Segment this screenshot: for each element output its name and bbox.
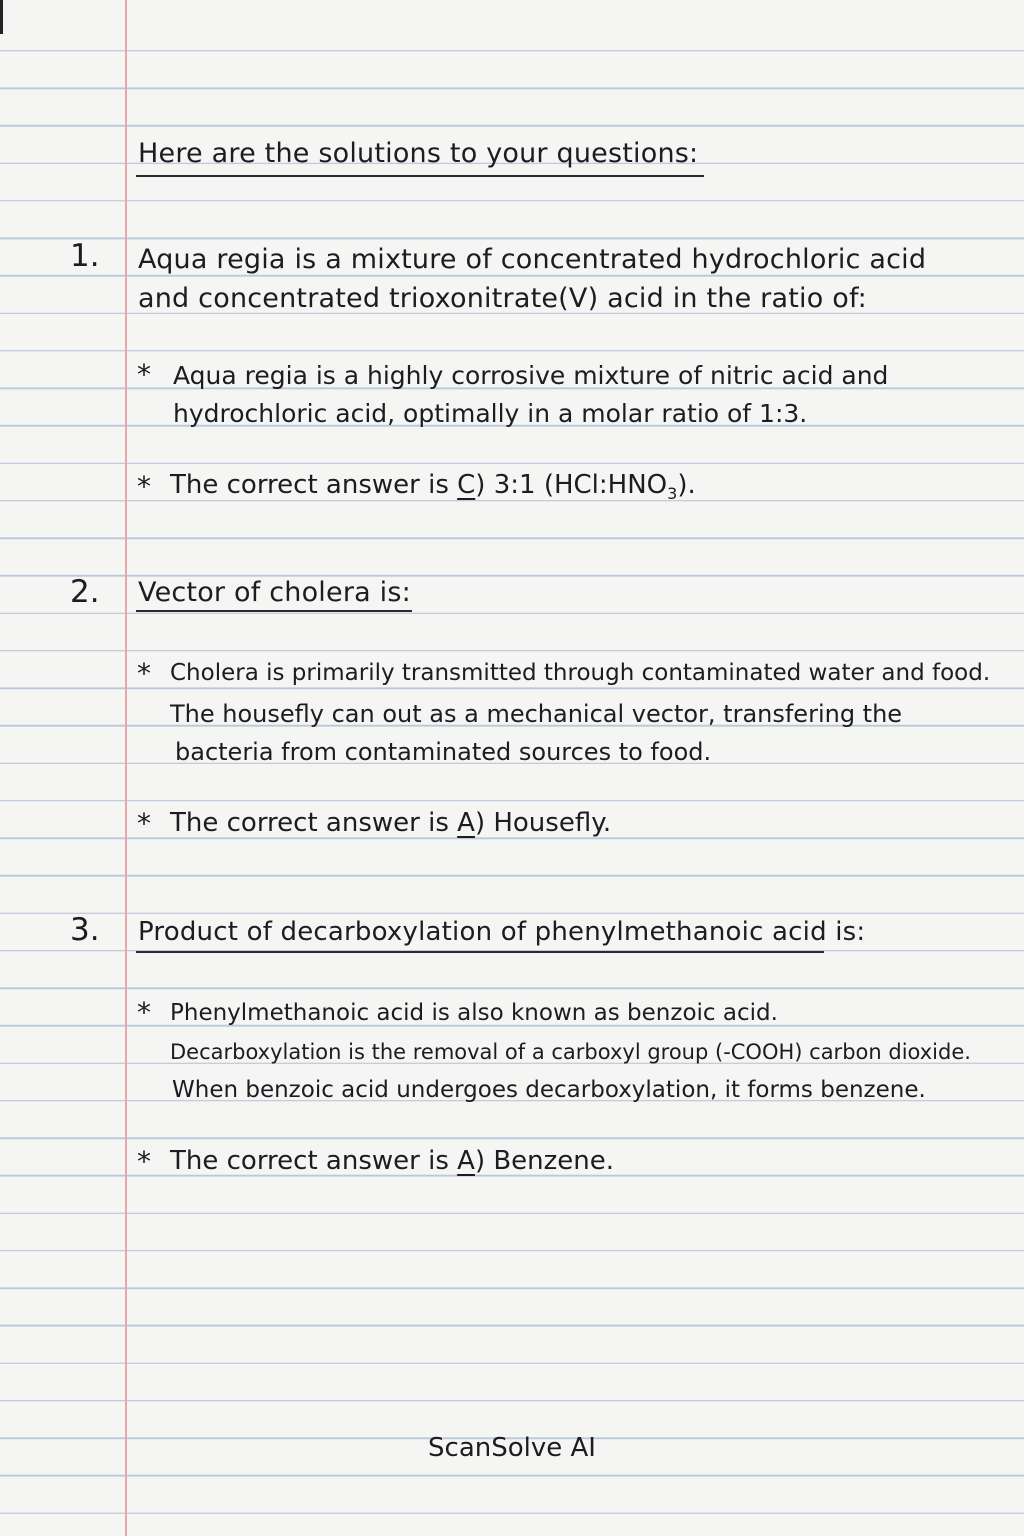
question-number: 2. xyxy=(70,574,100,610)
explanation-line: The housefly can out as a mechanical vector, transfering the xyxy=(170,700,903,728)
explanation-line: Cholera is primarily transmitted through contaminated water and food. xyxy=(170,660,991,686)
explanation-line: bacteria from contaminated sources to food. xyxy=(175,738,712,766)
margin-line xyxy=(125,0,127,1536)
explanation-line: When benzoic acid undergoes decarboxylation, it forms benzene. xyxy=(172,1077,926,1103)
bullet-symbol: * xyxy=(137,657,151,690)
answer-text: ) Housefly. xyxy=(474,808,612,838)
answer-letter: A xyxy=(457,808,475,838)
bullet-symbol: * xyxy=(137,1145,151,1178)
explanation-line: hydrochloric acid, optimally in a molar ratio of 1:3. xyxy=(173,399,808,428)
answer-line xyxy=(170,808,611,838)
answer-prefix: The correct answer is xyxy=(170,1146,449,1176)
question-underline xyxy=(136,951,824,953)
question-number: 1. xyxy=(70,238,100,274)
question-underline xyxy=(136,610,412,612)
answer-line xyxy=(170,1146,614,1176)
explanation-line: Decarboxylation is the removal of a carboxyl group (-COOH) carbon dioxide. xyxy=(170,1040,971,1064)
answer-text: ) Benzene. xyxy=(474,1146,615,1176)
answer-letter: A xyxy=(457,1146,475,1176)
question-text-line: Vector of cholera is: xyxy=(138,577,411,608)
answer-prefix: The correct answer is xyxy=(170,470,449,500)
explanation-line: Aqua regia is a highly corrosive mixture of nitric acid and xyxy=(173,361,889,390)
bullet-symbol: * xyxy=(137,996,151,1029)
title-underline xyxy=(136,175,704,177)
answer-letter: C xyxy=(457,470,476,500)
answer-prefix: The correct answer is xyxy=(170,808,449,838)
question-text-line: and concentrated trioxonitrate(V) acid in the ratio of: xyxy=(138,283,867,314)
answer-text: ) 3:1 (HCl:HNO xyxy=(475,470,668,500)
bullet-symbol: * xyxy=(137,358,151,391)
question-number: 3. xyxy=(70,912,100,948)
answer-suffix: ). xyxy=(677,470,696,500)
answer-subscript: 3 xyxy=(667,484,678,504)
explanation-line: Phenylmethanoic acid is also known as benzoic acid. xyxy=(170,1000,778,1026)
page-title: Here are the solutions to your questions: xyxy=(138,138,699,169)
question-text-line: Aqua regia is a mixture of concentrated hydrochloric acid xyxy=(138,244,927,275)
edge-mark xyxy=(0,0,3,34)
bullet-symbol: * xyxy=(137,470,151,503)
question-text-line: Product of decarboxylation of phenylmethanoic acid is: xyxy=(138,917,866,947)
brand-footer: ScanSolve AI xyxy=(428,1433,596,1463)
answer-line xyxy=(170,470,696,503)
bullet-symbol: * xyxy=(137,807,151,840)
